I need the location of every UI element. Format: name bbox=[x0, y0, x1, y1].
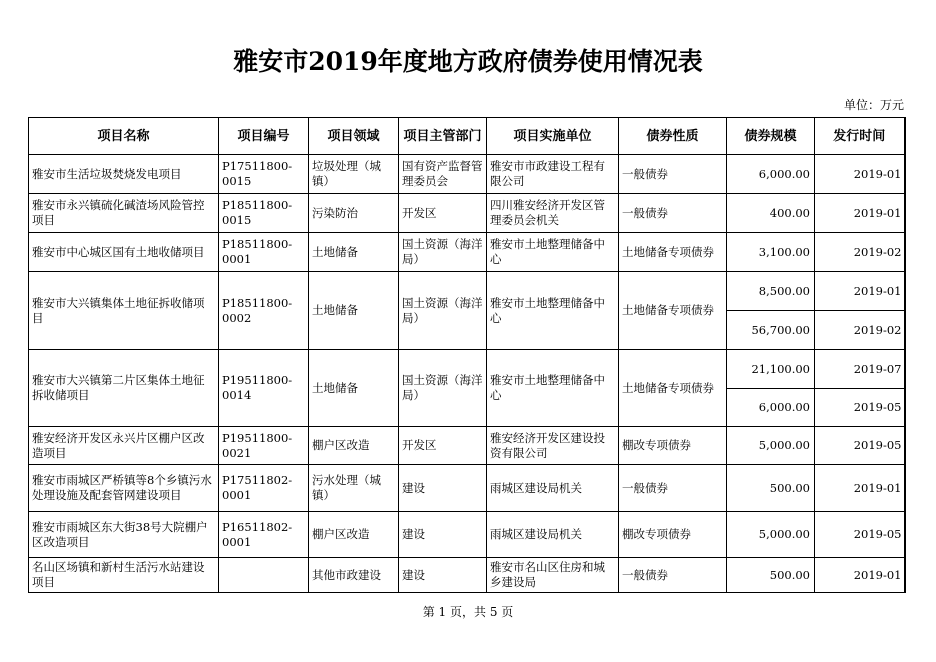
bond-type: 一般债券 bbox=[619, 155, 727, 194]
bond-type: 一般债券 bbox=[619, 558, 727, 593]
bond-type: 土地储备专项债券 bbox=[619, 233, 727, 272]
bond-type: 土地储备专项债券 bbox=[619, 272, 727, 350]
table-header-row bbox=[29, 118, 905, 155]
project-code: P18511800-0015 bbox=[219, 194, 309, 233]
bond-amount: 21,100.00 bbox=[727, 350, 815, 389]
header-cell: 债券性质 bbox=[619, 118, 727, 155]
header-cell: 项目名称 bbox=[29, 118, 219, 155]
project-unit: 雨城区建设局机关 bbox=[487, 512, 619, 558]
project-name: 名山区场镇和新村生活污水站建设项目 bbox=[29, 558, 219, 593]
project-dept: 国土资源（海洋局） bbox=[399, 272, 487, 350]
issue-date: 2019-01 bbox=[815, 465, 905, 512]
table-row bbox=[29, 465, 905, 512]
project-dept: 国有资产监督管理委员会 bbox=[399, 155, 487, 194]
project-code bbox=[219, 558, 309, 593]
bond-amount: 3,100.00 bbox=[727, 233, 815, 272]
issue-date: 2019-02 bbox=[815, 311, 905, 350]
project-unit: 四川雅安经济开发区管理委员会机关 bbox=[487, 194, 619, 233]
issue-date: 2019-02 bbox=[815, 233, 905, 272]
project-dept: 开发区 bbox=[399, 194, 487, 233]
project-dept: 建设 bbox=[399, 558, 487, 593]
project-unit: 雅安市名山区住房和城乡建设局 bbox=[487, 558, 619, 593]
table-row bbox=[29, 427, 905, 465]
unit-label: 单位：万元 bbox=[843, 98, 904, 112]
bond-amount: 6,000.00 bbox=[727, 389, 815, 427]
project-unit: 雅安经济开发区建设投资有限公司 bbox=[487, 427, 619, 465]
table-row bbox=[29, 350, 905, 389]
bond-type: 一般债券 bbox=[619, 465, 727, 512]
bond-type: 棚改专项债券 bbox=[619, 512, 727, 558]
table-row bbox=[29, 272, 905, 311]
project-unit: 雅安市土地整理储备中心 bbox=[487, 233, 619, 272]
project-code: P19511800-0021 bbox=[219, 427, 309, 465]
page-footer: 第 1 页，共 5 页 bbox=[422, 605, 514, 619]
bond-type: 棚改专项债券 bbox=[619, 427, 727, 465]
bond-amount: 500.00 bbox=[727, 558, 815, 593]
project-code: P17511800-0015 bbox=[219, 155, 309, 194]
bond-amount: 56,700.00 bbox=[727, 311, 815, 350]
project-dept: 建设 bbox=[399, 512, 487, 558]
project-name: 雅安市永兴镇硫化碱渣场风险管控项目 bbox=[29, 194, 219, 233]
table-row bbox=[29, 233, 905, 272]
project-dept: 国土资源（海洋局） bbox=[399, 233, 487, 272]
project-name: 雅安经济开发区永兴片区棚户区改造项目 bbox=[29, 427, 219, 465]
project-unit: 雅安市土地整理储备中心 bbox=[487, 272, 619, 350]
table-row bbox=[29, 194, 905, 233]
issue-date: 2019-01 bbox=[815, 558, 905, 593]
project-field: 污染防治 bbox=[309, 194, 399, 233]
header-cell: 项目领域 bbox=[309, 118, 399, 155]
project-name: 雅安市大兴镇集体土地征拆收储项目 bbox=[29, 272, 219, 350]
bond-amount: 400.00 bbox=[727, 194, 815, 233]
project-name: 雅安市中心城区国有土地收储项目 bbox=[29, 233, 219, 272]
page-title: 雅安市2019年度地方政府债券使用情况表 bbox=[233, 47, 703, 76]
project-unit: 雅安市市政建设工程有限公司 bbox=[487, 155, 619, 194]
project-field: 土地储备 bbox=[309, 272, 399, 350]
header-cell: 项目实施单位 bbox=[487, 118, 619, 155]
project-dept: 建设 bbox=[399, 465, 487, 512]
project-field: 土地储备 bbox=[309, 233, 399, 272]
project-name: 雅安市大兴镇第二片区集体土地征拆收储项目 bbox=[29, 350, 219, 427]
project-dept: 开发区 bbox=[399, 427, 487, 465]
issue-date: 2019-01 bbox=[815, 155, 905, 194]
bond-amount: 5,000.00 bbox=[727, 427, 815, 465]
project-code: P17511802-0001 bbox=[219, 465, 309, 512]
table-row bbox=[29, 155, 905, 194]
issue-date: 2019-01 bbox=[815, 272, 905, 311]
project-code: P19511800-0014 bbox=[219, 350, 309, 427]
table-row bbox=[29, 558, 905, 593]
header-cell: 发行时间 bbox=[815, 118, 905, 155]
project-field: 棚户区改造 bbox=[309, 512, 399, 558]
project-code: P18511800-0002 bbox=[219, 272, 309, 350]
project-field: 污水处理（城镇） bbox=[309, 465, 399, 512]
project-field: 棚户区改造 bbox=[309, 427, 399, 465]
project-field: 垃圾处理（城镇） bbox=[309, 155, 399, 194]
project-name: 雅安市生活垃圾焚烧发电项目 bbox=[29, 155, 219, 194]
issue-date: 2019-07 bbox=[815, 350, 905, 389]
project-code: P18511800-0001 bbox=[219, 233, 309, 272]
project-code: P16511802-0001 bbox=[219, 512, 309, 558]
issue-date: 2019-01 bbox=[815, 194, 905, 233]
project-dept: 国土资源（海洋局） bbox=[399, 350, 487, 427]
bond-type: 一般债券 bbox=[619, 194, 727, 233]
project-name: 雅安市雨城区东大街38号大院棚户区改造项目 bbox=[29, 512, 219, 558]
bond-amount: 8,500.00 bbox=[727, 272, 815, 311]
bond-type: 土地储备专项债券 bbox=[619, 350, 727, 427]
issue-date: 2019-05 bbox=[815, 512, 905, 558]
header-cell: 项目编号 bbox=[219, 118, 309, 155]
bond-amount: 6,000.00 bbox=[727, 155, 815, 194]
issue-date: 2019-05 bbox=[815, 389, 905, 427]
header-cell: 项目主管部门 bbox=[399, 118, 487, 155]
bond-amount: 500.00 bbox=[727, 465, 815, 512]
table-row bbox=[29, 512, 905, 558]
project-unit: 雨城区建设局机关 bbox=[487, 465, 619, 512]
project-field: 土地储备 bbox=[309, 350, 399, 427]
project-name: 雅安市雨城区严桥镇等8个乡镇污水处理设施及配套管网建设项目 bbox=[29, 465, 219, 512]
project-field: 其他市政建设 bbox=[309, 558, 399, 593]
project-unit: 雅安市土地整理储备中心 bbox=[487, 350, 619, 427]
header-cell: 债券规模 bbox=[727, 118, 815, 155]
bond-amount: 5,000.00 bbox=[727, 512, 815, 558]
bond-table bbox=[28, 117, 906, 593]
issue-date: 2019-05 bbox=[815, 427, 905, 465]
